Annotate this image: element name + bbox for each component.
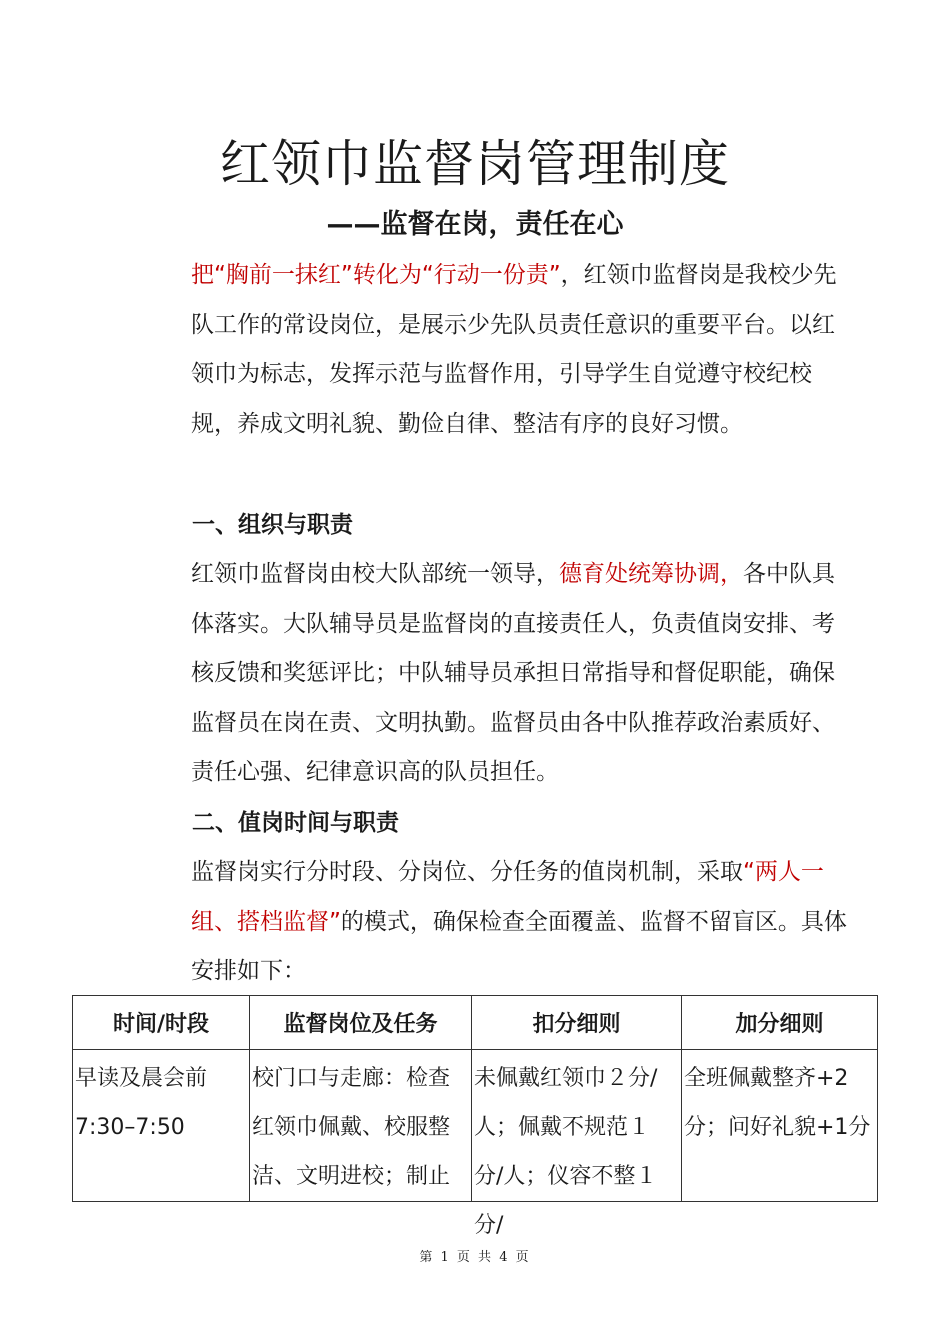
- duty-paragraph: [145, 848, 856, 997]
- organization-paragraph: [145, 550, 856, 798]
- cell-bonus-text: 全班佩戴整齐+2分；问好礼貌+1分: [684, 1066, 871, 1140]
- duty-schedule-table: [72, 995, 878, 1238]
- organization-text-b: 各中队具体落实。大队辅导员是监督岗的直接责任人，负责值岗安排、考核反馈和奖惩评比；中队辅导员承担日常指导和督促职能，确保监督员在岗在责、文明执勤。监督员由各中队推荐政治素质好、责任心强、纪律意识高的队员担任。: [191, 561, 835, 785]
- section-heading-organization: 一、组织与职责: [192, 512, 353, 538]
- intro-paragraph: [145, 251, 856, 449]
- cell-deduction-text: 未佩戴红领巾２分/人；佩戴不规范１分/人；仪容不整１分/: [474, 1066, 658, 1238]
- organization-highlight: 德育处统筹协调，: [559, 561, 743, 587]
- header-deduction: 扣分细则: [472, 996, 682, 1050]
- cell-time-text: 早读及晨会前 7:30–7:50: [75, 1066, 208, 1140]
- document-subtitle: ——监督在岗，责任在心: [326, 209, 624, 240]
- document-title: 红领巾监督岗管理制度: [220, 135, 730, 193]
- duty-text-b: 的模式，确保检查全面覆盖、监督不留盲区。具体安排如下：: [191, 908, 847, 984]
- header-task: 监督岗位及任务: [250, 996, 472, 1050]
- cell-task-text: 校门口与走廊：检查红领巾佩戴、校服整洁、文明进校；制止: [252, 1066, 451, 1189]
- header-bonus: 加分细则: [682, 996, 878, 1050]
- cell-time: [73, 1050, 250, 1202]
- cell-deduction: [472, 1050, 682, 1238]
- cell-bonus: [682, 1050, 878, 1202]
- cell-task: [250, 1050, 472, 1202]
- intro-text: ，红领巾监督岗是我校少先队工作的常设岗位，是展示少先队员责任意识的重要平台。以红领巾为标志，发挥示范与监督作用，引导学生自觉遵守校纪校规，养成文明礼貌、勤俭自律、整洁有序的良好习惯。: [191, 262, 837, 437]
- duty-text-a: 监督岗实行分时段、分岗位、分任务的值岗机制，采取: [191, 859, 743, 885]
- intro-highlight: 把“胸前一抹红”转化为“行动一份责”: [191, 262, 561, 288]
- table-row: [73, 1050, 878, 1202]
- section-heading-duty-time: 二、值岗时间与职责: [192, 810, 399, 836]
- page-footer: 第 1 页 共 4 页: [419, 1250, 531, 1265]
- header-time: 时间/时段: [73, 996, 250, 1050]
- table-header-row: [73, 996, 878, 1050]
- organization-text-a: 红领巾监督岗由校大队部统一领导，: [191, 561, 559, 587]
- duty-highlight: “两人一组、搭档监督”: [191, 859, 824, 935]
